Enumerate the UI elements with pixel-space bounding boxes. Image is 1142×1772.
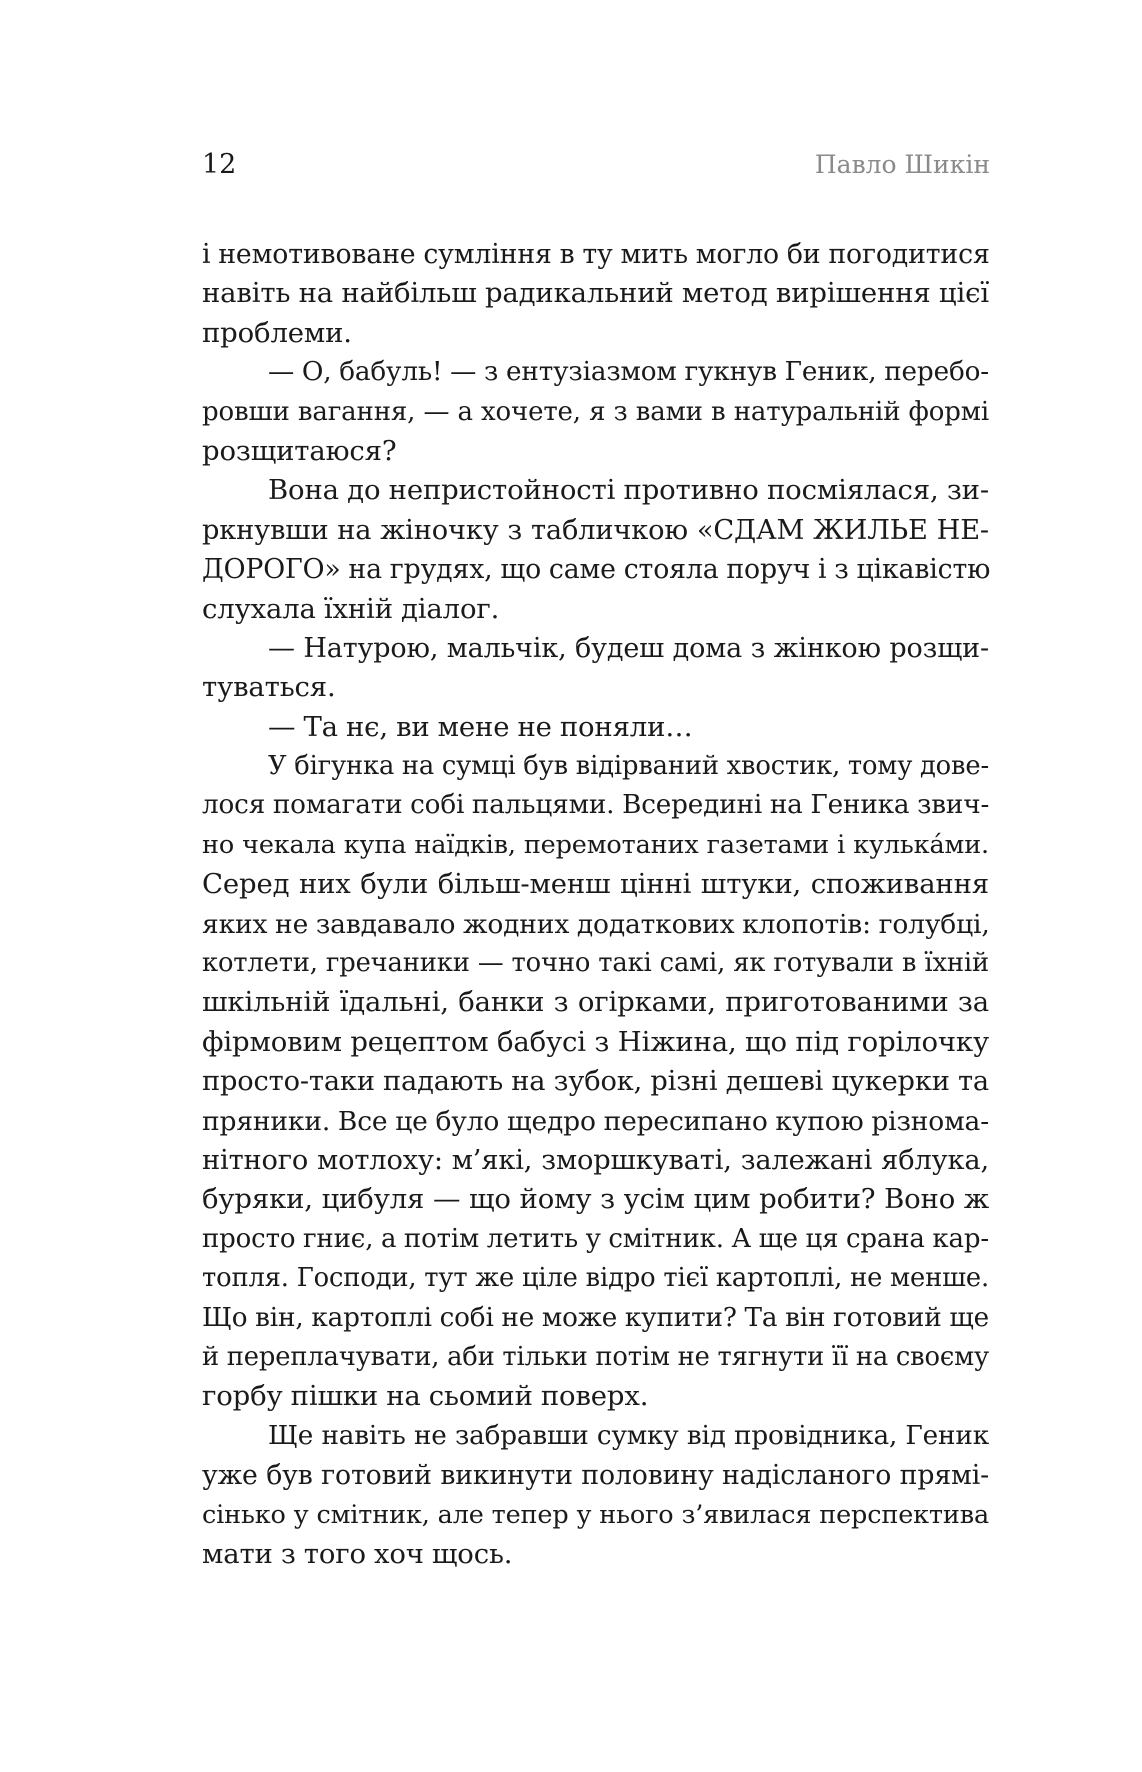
text-line: — Та нє, ви мене не поняли… bbox=[268, 710, 693, 743]
text-line: Серед них були більш-менш цінні штуки, споживання bbox=[202, 868, 989, 901]
text-line: котлети, гречаники — точно такі самі, як готували в їхній bbox=[202, 948, 989, 979]
text-line: мати з того хоч щось. bbox=[202, 1537, 513, 1570]
text-line: туваться. bbox=[202, 671, 336, 704]
text-line: фірмовим рецептом бабусі з Ніжина, що під горілочку bbox=[202, 1025, 989, 1058]
text-line: уже був готовий викинути половину надісланого прямі- bbox=[202, 1460, 989, 1492]
text-line: просто гниє, а потім летить у смітник. А ще ця срана кар- bbox=[202, 1223, 989, 1254]
text-line: й переплачувати, аби тільки потім не тягнути її на своєму bbox=[202, 1341, 989, 1372]
text-line: — Натурою, мальчік, будеш дома з жінкою розщи- bbox=[268, 632, 989, 664]
text-line: ДОРОГО» на грудях, що саме стояла поруч і з цікавістю bbox=[202, 554, 991, 586]
running-head-author: Павло Шикін bbox=[814, 150, 990, 179]
text-line: Що він, картоплі собі не може купити? Та він готовий ще bbox=[202, 1302, 989, 1333]
text-line: яких не завдавало жодних додаткових клопотів: голубці, bbox=[202, 908, 990, 940]
text-line: і немотивоване сумління в ту мить могло би погодитися bbox=[202, 239, 990, 270]
text-line: сінько у смітник, але тепер у нього з’явилася перспектива bbox=[202, 1499, 989, 1530]
text-line: но чекала купа наїдків, перемотаних газетами і кулькáми. bbox=[202, 829, 989, 860]
text-line: навіть на найбільш радикальний метод вирішення цієї bbox=[202, 277, 989, 310]
text-line: розщитаюся? bbox=[202, 434, 397, 467]
text-line: — О, бабуль! — з ентузіазмом гукнув Геник, перебо- bbox=[268, 357, 989, 388]
running-head bbox=[202, 147, 990, 183]
text-line: горбу пішки на сьомий поверх. bbox=[202, 1380, 649, 1413]
text-line: лося помагати собі пальцями. Всередині на Геника звич- bbox=[202, 790, 990, 821]
text-line: У бігунка на сумці був відірваний хвостик, тому довe- bbox=[268, 751, 989, 782]
text-line: ровши вагання, — а хочете, я з вами в натуральній формі bbox=[202, 396, 989, 427]
text-line: Вона до непристойності противно посміялася, зи- bbox=[268, 474, 989, 507]
body-text bbox=[202, 235, 989, 1574]
text-line: топля. Господи, тут же ціле відро тієї картоплі, не менше. bbox=[202, 1263, 989, 1294]
text-line: нітного мотлоху: м’які, зморшкуваті, залежані яблука, bbox=[202, 1144, 989, 1176]
text-line: просто-таки падають на зубок, різні дешеві цукерки та bbox=[202, 1066, 989, 1098]
text-line: проблеми. bbox=[202, 316, 352, 349]
text-line: ркнувши на жіночку з табличкою «СДАМ ЖИЛЬЕ НЕ- bbox=[202, 514, 989, 546]
text-line: слухала їхній діалог. bbox=[202, 592, 500, 625]
page-number: 12 bbox=[202, 149, 237, 180]
text-line: Ще навіть не забравши сумку від провідника, Геник bbox=[268, 1420, 989, 1451]
text-line: буряки, цибуля — що йому з усім цим робити? Воно ж bbox=[202, 1183, 989, 1216]
text-line: пряники. Все це було щедро пересипано купою різнома- bbox=[202, 1105, 989, 1137]
text-line: шкільній їдальні, банки з огірками, приготованими за bbox=[202, 986, 989, 1019]
